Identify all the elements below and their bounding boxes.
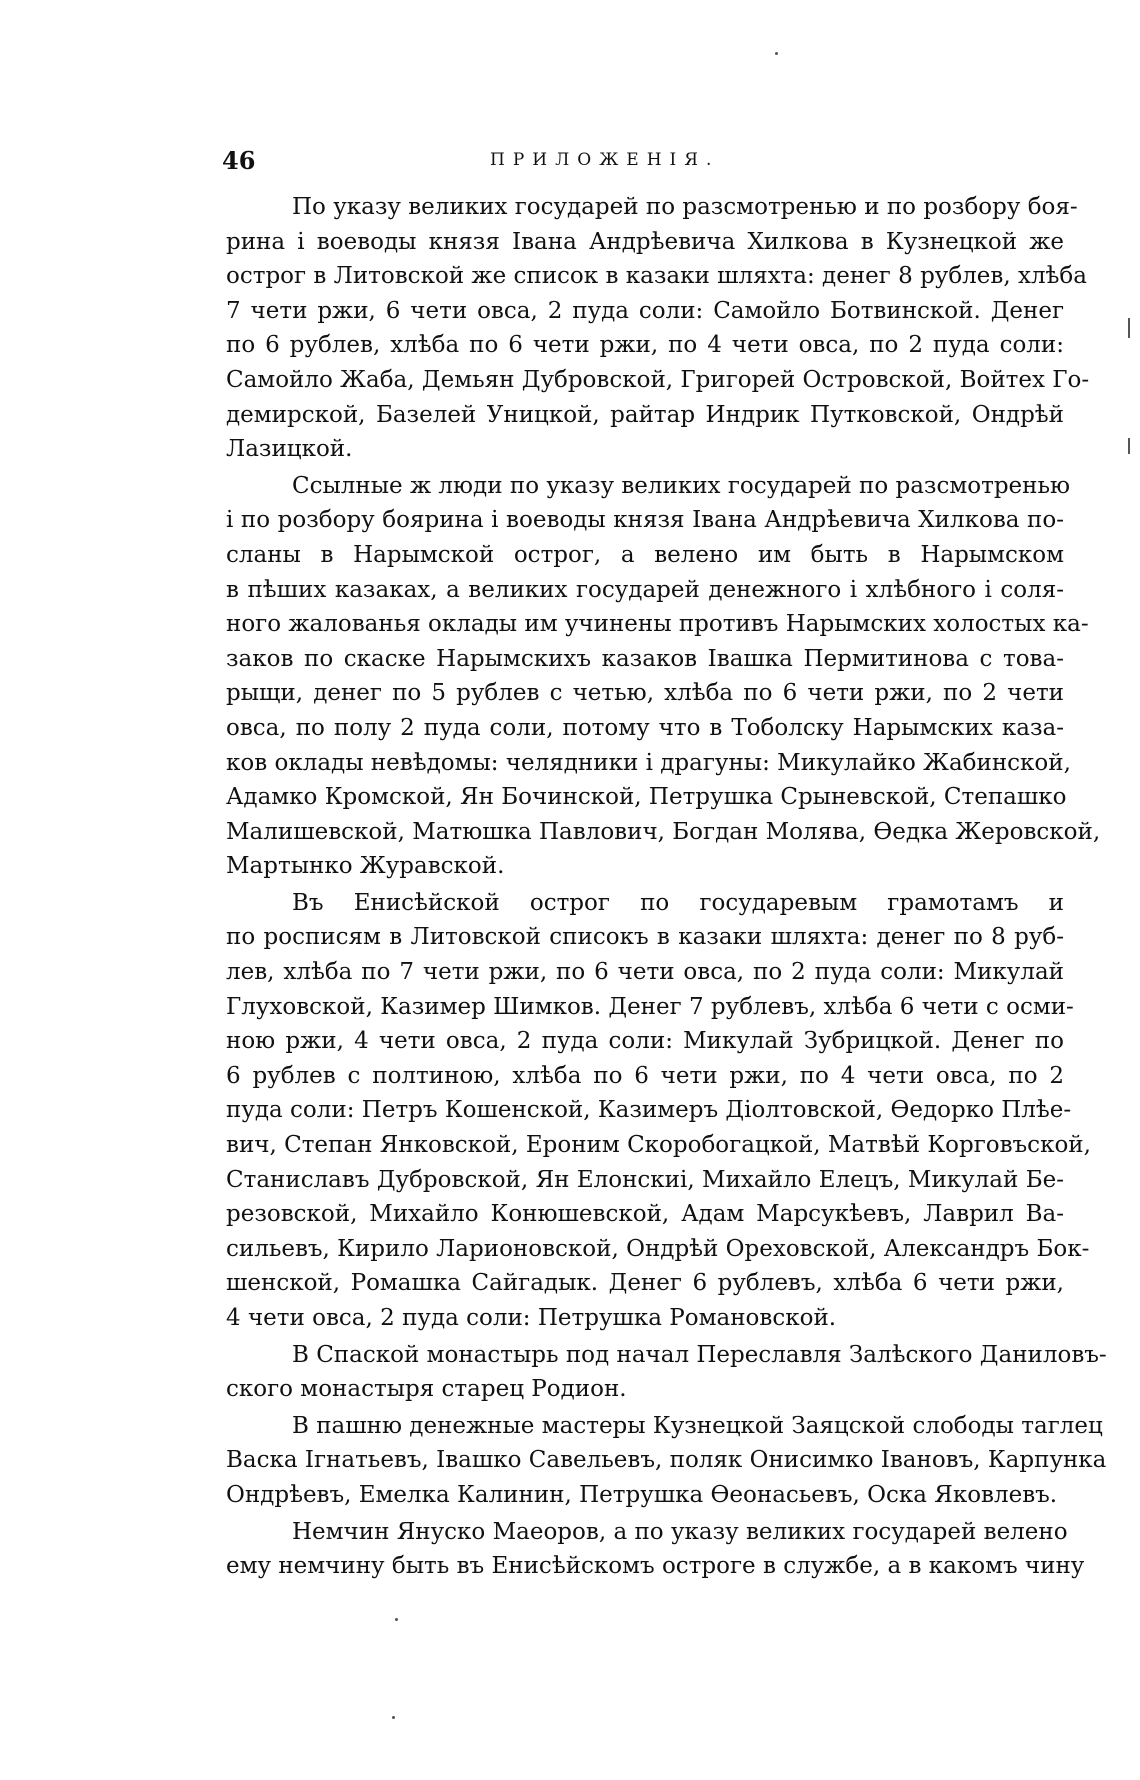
paragraph-5	[226, 1409, 1107, 1513]
paragraph-6	[226, 1515, 1085, 1584]
text-line: в пѣших казаках, а великих государей денежного і хлѣбного і соля-	[226, 576, 1064, 603]
text-line: Немчин Януско Маеоров, а по указу великих государей велено	[292, 1518, 1068, 1545]
paragraph-4	[226, 1338, 1107, 1407]
text-line: Лазицкой.	[226, 436, 353, 463]
text-line: Мартынко Журавской.	[226, 853, 505, 880]
text-line: по 6 рублев, хлѣба по 6 чети ржи, по 4 чети овса, по 2 пуда соли:	[226, 332, 1064, 359]
text-line: лев, хлѣба по 7 чети ржи, по 6 чети овса, по 2 пуда соли: Микулай	[226, 959, 1064, 986]
text-line: Адамко Кромской, Ян Бочинской, Петрушка Срыневской, Степашко	[226, 784, 1067, 811]
text-line: шенской, Ромашка Сайгадык. Денег 6 рублевъ, хлѣба 6 чети ржи,	[226, 1270, 1064, 1297]
text-line: 7 чети ржи, 6 чети овса, 2 пуда соли: Самойло Ботвинской. Денег	[226, 297, 1064, 324]
text-line: Малишевской, Матюшка Павлович, Богдан Молява, Ѳедка Жеровской,	[226, 818, 1101, 845]
paragraph-3	[226, 886, 1091, 1336]
text-line: Станиславъ Дубровской, Ян Елонскиі, Михайло Елецъ, Микулай Бе-	[226, 1166, 1064, 1193]
scan-speck	[1128, 318, 1130, 338]
page-number: 46	[222, 146, 256, 175]
text-line: ему немчину быть въ Енисѣйскомъ остроге в службе, а в какомъ чину	[226, 1553, 1085, 1580]
text-line: 6 рублев с полтиною, хлѣба по 6 чети ржи, по 4 чети овса, по 2	[226, 1062, 1064, 1089]
text-line: ского монастыря старец Родион.	[226, 1376, 627, 1403]
text-line: Ссылные ж люди по указу великих государей по разсмотренью	[292, 472, 1071, 499]
text-line: вич, Степан Янковской, Ероним Скоробогацкой, Матвѣй Корговъской,	[226, 1132, 1091, 1159]
body-text	[226, 190, 1107, 1584]
text-line: ков оклады невѣдомы: челядники і драгуны: Микулайко Жабинской,	[226, 749, 1071, 776]
section-title: ПРИЛОЖЕНІЯ.	[490, 150, 720, 170]
text-line: Глуховской, Казимер Шимков. Денег 7 рублевъ, хлѣба 6 чети с осми-	[226, 993, 1074, 1020]
paragraph-1	[226, 190, 1090, 467]
scan-speck	[775, 52, 778, 55]
scan-speck	[392, 1716, 395, 1719]
text-line: Васка Ігнатьевъ, Івашко Савельевъ, поляк Онисимко Івановъ, Карпунка	[226, 1447, 1107, 1474]
text-line: овса, по полу 2 пуда соли, потому что в Тоболску Нарымских каза-	[226, 714, 1064, 741]
text-line: і по розбору боярина і воеводы князя Івана Андрѣевича Хилкова по-	[226, 507, 1064, 534]
text-line: Самойло Жаба, Демьян Дубровской, Григорей Островской, Войтех Го-	[226, 366, 1090, 393]
text-line: сланы в Нарымской острог, а велено им быть в Нарымском	[226, 541, 1064, 568]
scan-speck	[1128, 438, 1130, 454]
text-line: резовской, Михайло Конюшевской, Адам Марсукѣевъ, Лаврил Ва-	[226, 1201, 1064, 1228]
text-line: 4 чети овса, 2 пуда соли: Петрушка Романовской.	[226, 1305, 837, 1331]
text-line: рыщи, денег по 5 рублев с четью, хлѣба по 6 чети ржи, по 2 чети	[226, 680, 1064, 707]
text-line: пуда соли: Петръ Кошенской, Казимеръ Діолтовской, Ѳедорко Плѣе-	[226, 1097, 1072, 1124]
text-line: В Спаской монастырь под начал Переславля Залѣского Даниловъ-	[292, 1341, 1107, 1368]
text-line: сильевъ, Кирило Ларионовской, Ондрѣй Ореховской, Александръ Бок-	[226, 1235, 1090, 1262]
text-line: По указу великих государей по разсмотренью и по розбору боя-	[292, 194, 1078, 220]
text-line: ною ржи, 4 чети овса, 2 пуда соли: Микулай Зубрицкой. Денег по	[226, 1028, 1064, 1055]
text-line: по росписям в Литовской списокъ в казаки шляхта: денег по 8 руб-	[226, 924, 1064, 951]
text-line: острог в Литовской же список в казаки шляхта: денег 8 рублев, хлѣба	[226, 263, 1087, 290]
text-line: ного жалованья оклады им учинены противъ Нарымских холостых ка-	[226, 611, 1089, 638]
text-line: рина і воеводы князя Івана Андрѣевича Хилкова в Кузнецкой же	[226, 228, 1064, 255]
text-line: В пашню денежные мастеры Кузнецкой Заяцской слободы таглец	[292, 1412, 1103, 1439]
scan-speck	[395, 1618, 398, 1621]
text-line: заков по скаске Нарымскихъ казаков Івашка Пермитинова с това-	[226, 645, 1064, 672]
text-line: Въ Енисѣйской острог по государевым грамотамъ и	[292, 889, 1064, 916]
running-head	[222, 146, 1062, 186]
text-line: демирской, Базелей Уницкой, райтар Индрик Путковской, Ондрѣй	[226, 401, 1064, 428]
text-line: Ондрѣевъ, Емелка Калинин, Петрушка Ѳеонасьевъ, Оска Яковлевъ.	[226, 1481, 1058, 1508]
paragraph-2	[226, 469, 1101, 884]
